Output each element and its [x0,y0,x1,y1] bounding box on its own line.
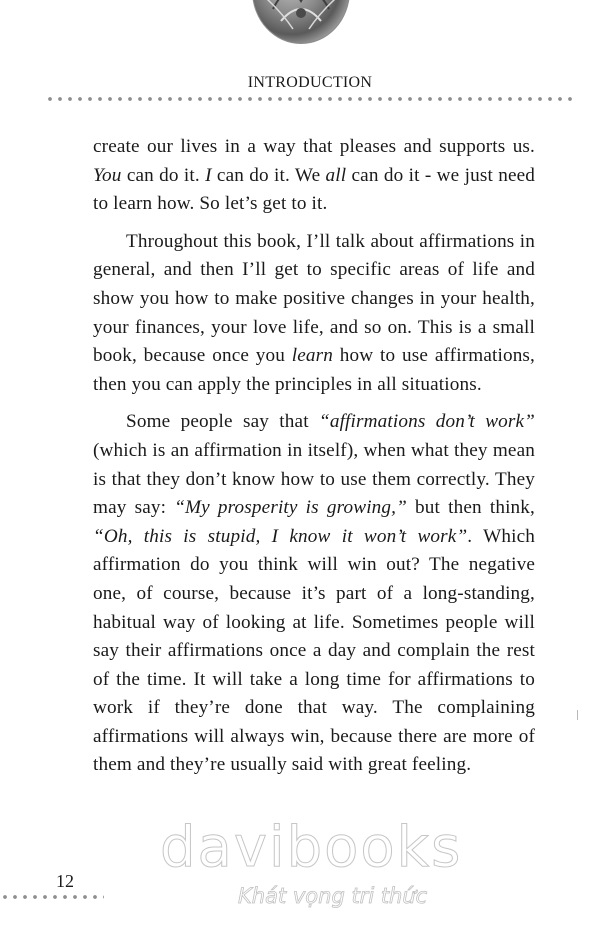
emphasis: “Oh, this is stupid, I know it won’t work” [93,525,468,547]
dotted-rule-top [45,96,575,102]
text-run: Some people say that [126,411,319,433]
body-text [93,133,535,789]
text-run: can do it. We [211,164,326,186]
margin-mark [577,710,578,720]
text-run: (which is an affirmation in itself), when what they mean is that they don’t know how to use them correctly. They may say: [93,439,535,519]
page-number: 12 [56,871,74,891]
paragraph-1 [93,133,535,219]
emphasis: “My prosperity is growing,” [174,497,407,519]
emphasis: You [93,164,122,186]
text-run: can do it - we just need to learn how. So let’s get to it. [93,164,536,215]
emphasis: I [205,164,212,186]
paragraph-3 [93,408,535,780]
floral-ornament-icon [253,0,349,43]
text-run: create our lives in a way that pleases and supports us. [93,136,535,157]
emphasis: “affirmations don’t work” [319,411,535,433]
text-run: but then think, [406,497,535,519]
header-ornament [252,0,350,44]
text-run: Throughout this book, I’ll talk about affirmations in general, and then I’ll get to specific areas of life and show you how to make positive changes in your health, your finances, your love life, and so on. This is a small book, because once you [93,230,535,367]
text-run: . Which affirmation do you think will win out? The negative one, of course, because it’s part of a long-standing, habitual way of looking at life. Sometimes people will say their affirmations once a day and complain the rest of the time. It will take a long time for affirmations to work if they’re done that way. The complaining affirmations will always win, because there are more of them and they’re usually said with great feeling. [93,525,535,776]
text-run: can do it. [121,164,206,186]
emphasis: learn [291,345,334,367]
emphasis: all [325,164,347,186]
dotted-rule-bottom [0,894,104,900]
watermark-logo: davibooks [160,815,463,880]
paragraph-2 [93,228,535,400]
watermark-tagline: Khát vọng tri thức [238,884,428,908]
running-head: INTRODUCTION [247,74,373,91]
text-run: how to use affirmations, then you can apply the principles in all situations. [93,345,535,395]
